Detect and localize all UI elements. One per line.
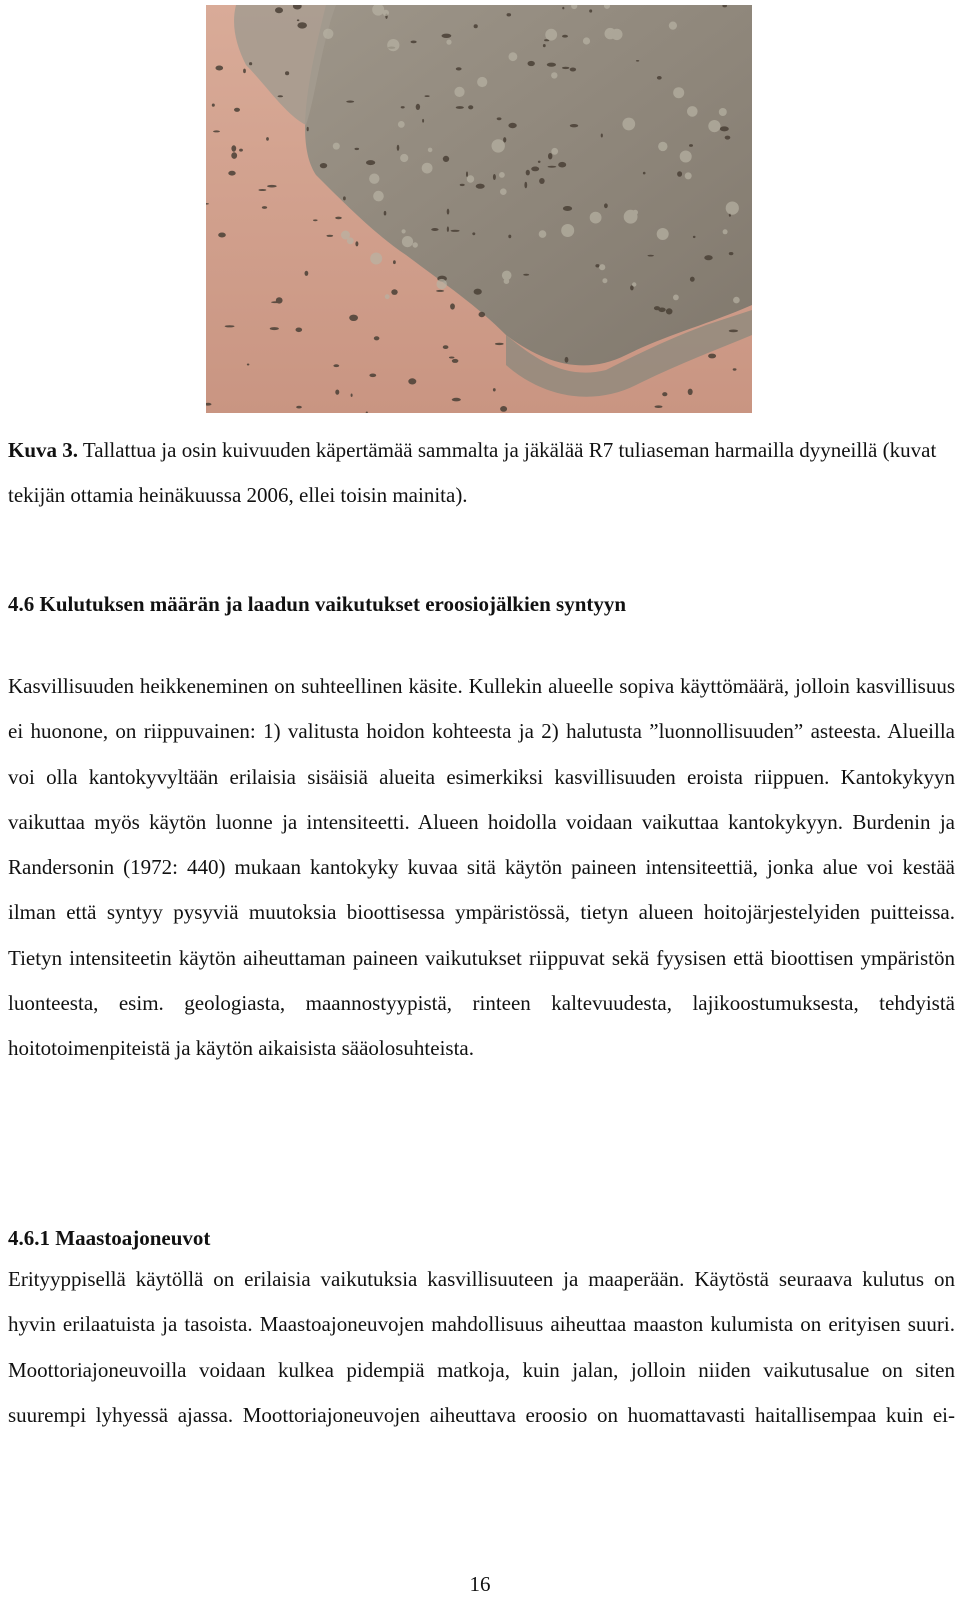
debris-speck bbox=[729, 330, 738, 333]
lichen-tuft bbox=[687, 106, 698, 117]
debris-speck bbox=[442, 34, 452, 38]
debris-speck bbox=[333, 364, 339, 367]
debris-speck bbox=[704, 255, 712, 260]
debris-speck bbox=[495, 343, 504, 345]
debris-speck bbox=[449, 357, 455, 359]
debris-speck bbox=[472, 232, 475, 235]
lichen-tuft bbox=[383, 10, 389, 16]
lichen-tuft bbox=[673, 87, 684, 98]
debris-speck bbox=[343, 196, 346, 200]
lichen-tuft bbox=[422, 163, 433, 174]
debris-speck bbox=[397, 145, 400, 151]
debris-speck bbox=[231, 152, 237, 159]
debris-speck bbox=[468, 105, 473, 109]
debris-speck bbox=[733, 368, 737, 370]
lichen-tuft bbox=[504, 278, 510, 284]
lichen-tuft bbox=[658, 142, 667, 151]
debris-speck bbox=[384, 211, 387, 216]
debris-speck bbox=[528, 61, 535, 66]
lichen-tuft bbox=[633, 210, 638, 215]
lichen-tuft bbox=[477, 77, 487, 87]
debris-speck bbox=[307, 127, 309, 132]
debris-speck bbox=[474, 289, 482, 295]
lichen-tuft bbox=[492, 139, 505, 152]
debris-speck bbox=[346, 101, 354, 103]
figure-caption bbox=[8, 428, 948, 518]
debris-speck bbox=[500, 406, 507, 412]
debris-speck bbox=[447, 226, 449, 232]
debris-speck bbox=[708, 354, 716, 359]
debris-speck bbox=[526, 170, 530, 176]
debris-speck bbox=[503, 137, 506, 142]
lichen-tuft bbox=[467, 175, 474, 182]
debris-speck bbox=[411, 41, 417, 44]
lichen-tuft bbox=[657, 228, 669, 240]
debris-speck bbox=[213, 130, 220, 132]
lichen-tuft bbox=[583, 37, 590, 44]
debris-speck bbox=[297, 22, 307, 28]
debris-speck bbox=[508, 235, 511, 239]
debris-speck bbox=[563, 206, 572, 211]
page-number: 16 bbox=[469, 1572, 491, 1596]
lichen-tuft bbox=[599, 264, 605, 270]
debris-speck bbox=[228, 171, 235, 176]
lichen-tuft bbox=[341, 231, 350, 240]
debris-speck bbox=[258, 189, 266, 191]
debris-speck bbox=[589, 9, 592, 12]
lichen-tuft bbox=[428, 148, 433, 153]
lichen-tuft bbox=[551, 148, 558, 155]
debris-speck bbox=[565, 357, 569, 363]
debris-speck bbox=[688, 389, 693, 395]
debris-speck bbox=[243, 69, 246, 74]
debris-speck bbox=[562, 7, 564, 10]
debris-speck bbox=[447, 209, 450, 215]
debris-speck bbox=[416, 104, 420, 110]
lichen-tuft bbox=[400, 154, 408, 162]
lichen-tuft bbox=[402, 236, 413, 247]
lichen-tuft bbox=[726, 202, 739, 215]
debris-speck bbox=[296, 328, 303, 333]
lichen-tuft bbox=[333, 143, 340, 150]
debris-speck bbox=[658, 308, 665, 313]
lichen-tuft bbox=[723, 229, 728, 234]
debris-speck bbox=[297, 19, 300, 21]
debris-speck bbox=[548, 153, 552, 159]
debris-speck bbox=[570, 68, 576, 72]
lichen-tuft bbox=[500, 188, 507, 195]
lichen-tuft bbox=[446, 40, 451, 45]
caption-text: Tallattua ja osin kuivuuden käpertämää sammalta ja jäkälää R7 tuliaseman harmailla dyyneillä (kuvat tekijän ottamia heinäkuussa 2006, ellei toisin mainita). bbox=[8, 438, 937, 507]
debris-speck bbox=[408, 378, 416, 384]
debris-speck bbox=[278, 95, 284, 97]
debris-speck bbox=[262, 206, 267, 209]
debris-speck bbox=[531, 167, 539, 172]
lichen-tuft bbox=[323, 29, 333, 39]
debris-speck bbox=[270, 327, 279, 330]
lichen-tuft bbox=[680, 151, 692, 163]
debris-speck bbox=[443, 156, 449, 162]
lichen-tuft bbox=[545, 29, 557, 41]
debris-speck bbox=[326, 235, 333, 237]
debris-speck bbox=[431, 228, 438, 231]
debris-speck bbox=[443, 345, 449, 349]
debris-speck bbox=[655, 405, 663, 408]
debris-speck bbox=[538, 161, 541, 163]
lichen-tuft bbox=[669, 22, 677, 30]
debris-speck bbox=[543, 44, 546, 47]
debris-speck bbox=[666, 308, 673, 314]
debris-speck bbox=[436, 290, 444, 292]
debris-speck bbox=[218, 233, 226, 238]
debris-speck bbox=[524, 182, 527, 189]
lichen-tuft bbox=[369, 174, 379, 184]
lichen-tuft bbox=[454, 87, 464, 97]
debris-speck bbox=[275, 7, 283, 13]
lichen-tuft bbox=[385, 294, 390, 299]
debris-speck bbox=[720, 126, 729, 131]
debris-speck bbox=[391, 289, 397, 295]
subsection-heading: 4.6.1 Maastoajoneuvot bbox=[8, 1226, 211, 1250]
debris-speck bbox=[451, 230, 460, 232]
lichen-tuft bbox=[499, 172, 505, 178]
debris-speck bbox=[212, 104, 215, 107]
lichen-tuft bbox=[622, 118, 635, 131]
photo-sandy-ground-icon bbox=[206, 5, 752, 413]
debris-speck bbox=[452, 398, 461, 402]
debris-speck bbox=[493, 174, 496, 180]
debris-speck bbox=[558, 162, 566, 168]
lichen-tuft bbox=[398, 121, 405, 128]
debris-speck bbox=[276, 297, 283, 303]
section-heading: 4.6 Kulutuksen määrän ja laadun vaikutukset eroosiojälkien syntyyn bbox=[8, 592, 627, 616]
debris-speck bbox=[456, 67, 462, 70]
debris-speck bbox=[320, 163, 327, 168]
debris-speck bbox=[479, 312, 486, 317]
debris-speck bbox=[425, 95, 430, 97]
debris-speck bbox=[422, 119, 424, 123]
debris-speck bbox=[729, 252, 734, 255]
debris-speck bbox=[401, 106, 405, 108]
debris-speck bbox=[689, 144, 693, 147]
debris-speck bbox=[507, 13, 512, 16]
lichen-tuft bbox=[561, 224, 574, 237]
debris-speck bbox=[313, 219, 318, 221]
debris-speck bbox=[393, 260, 396, 264]
debris-speck bbox=[539, 178, 545, 184]
lichen-tuft bbox=[685, 172, 692, 179]
debris-speck bbox=[216, 66, 224, 71]
lichen-tuft bbox=[602, 278, 607, 283]
debris-speck bbox=[604, 203, 608, 208]
debris-speck bbox=[570, 124, 578, 127]
debris-speck bbox=[355, 241, 358, 246]
debris-speck bbox=[460, 184, 465, 186]
subsection-paragraph: Erityyppisellä käytöllä on erilaisia vaikutuksia kasvillisuuteen ja maaperään. Käytöstä seuraava kulutus on hyvin erilaatuista ja tasoista. Maastoajoneuvojen mahdollisuus aiheuttaa maaston kulumista on erityisen suuri. Moottoriajoneuvoilla voidaan kulkea pidempiä matkoja, kuin jalan, jolloin niiden vaikutusalue on siten suurempi lyhyessä ajassa. Moottoriajoneuvojen aiheuttava eroosio on huomattavasti haitallisempaa kuin ei- bbox=[8, 1267, 955, 1427]
debris-speck bbox=[636, 60, 639, 62]
lichen-tuft bbox=[373, 191, 384, 202]
debris-speck bbox=[493, 388, 496, 391]
figure-photo bbox=[206, 5, 752, 413]
debris-speck bbox=[562, 35, 568, 38]
lichen-tuft bbox=[388, 44, 395, 51]
lichen-tuft bbox=[673, 295, 679, 301]
debris-speck bbox=[239, 149, 243, 152]
debris-speck bbox=[548, 166, 557, 168]
debris-speck bbox=[267, 185, 277, 188]
debris-speck bbox=[285, 71, 289, 75]
debris-speck bbox=[456, 106, 464, 109]
debris-speck bbox=[335, 217, 342, 220]
debris-speck bbox=[497, 117, 502, 120]
debris-speck bbox=[374, 336, 380, 340]
debris-speck bbox=[474, 24, 478, 28]
debris-speck bbox=[247, 364, 250, 366]
debris-speck bbox=[466, 172, 468, 177]
debris-speck bbox=[369, 374, 376, 378]
lichen-tuft bbox=[590, 212, 602, 224]
debris-speck bbox=[693, 236, 696, 238]
lichen-tuft bbox=[437, 279, 447, 289]
debris-speck bbox=[234, 108, 240, 112]
debris-speck bbox=[677, 171, 682, 177]
debris-speck bbox=[595, 264, 599, 267]
debris-speck bbox=[366, 160, 375, 165]
debris-speck bbox=[349, 315, 358, 321]
debris-speck bbox=[725, 136, 731, 140]
debris-speck bbox=[643, 172, 646, 175]
debris-speck bbox=[547, 63, 556, 67]
debris-speck bbox=[305, 271, 309, 276]
lichen-tuft bbox=[733, 297, 740, 304]
lichen-tuft bbox=[413, 242, 418, 247]
debris-speck bbox=[355, 148, 360, 150]
debris-speck bbox=[231, 145, 236, 151]
debris-speck bbox=[225, 325, 235, 327]
debris-speck bbox=[601, 134, 603, 138]
lichen-tuft bbox=[719, 108, 727, 116]
lichen-tuft bbox=[539, 230, 547, 238]
debris-speck bbox=[296, 406, 302, 409]
debris-speck bbox=[562, 67, 569, 69]
debris-speck bbox=[452, 359, 459, 363]
debris-speck bbox=[662, 392, 667, 396]
debris-speck bbox=[523, 274, 529, 276]
lichen-tuft bbox=[402, 229, 406, 233]
lichen-tuft bbox=[551, 72, 557, 78]
lichen-tuft bbox=[509, 52, 518, 61]
debris-speck bbox=[351, 394, 353, 397]
debris-speck bbox=[476, 184, 485, 189]
lichen-tuft bbox=[611, 29, 622, 40]
lichen-tuft bbox=[632, 282, 636, 286]
lichen-tuft bbox=[370, 253, 382, 265]
section-paragraph: Kasvillisuuden heikkeneminen on suhteellinen käsite. Kullekin alueelle sopiva käyttömäärä, jolloin kasvillisuus ei huonone, on riippuvainen: 1) valitusta hoidon kohteesta ja 2) halutusta ”luonnollisuuden” asteesta. Alueilla voi olla kantokyvyltään erilaisia sisäisiä alueita esimerkiksi kasvillisuuden eroista riippuen. Kantokykyyn vaikuttaa myös käytön luonne ja intensiteetti. Alueen hoidolla voidaan vaikuttaa kantokykyyn. Burdenin ja Randersonin (1972: 440) mukaan kantokyky kuvaa sitä käytön paineen intensiteettiä, jonka alue voi kestää ilman että syntyy pysyviä muutoksia bioottisessa ympäristössä, tietyn alueen hoitojärjestelyiden puitteissa. Tietyn intensiteetin käytön aiheuttaman paineen vaikutukset riippuvat sekä fyysisen että bioottisen ympäristön luonteesta, esim. geologiasta, maannostyypistä, rinteen kaltevuudesta, lajikoostumuksesta, tehdyistä hoitotoimenpiteistä ja käytön aikaisista sääolosuhteista. bbox=[8, 674, 955, 1061]
debris-speck bbox=[657, 76, 662, 80]
debris-speck bbox=[508, 123, 516, 128]
debris-speck bbox=[335, 390, 339, 395]
caption-label: Kuva 3. bbox=[8, 438, 79, 462]
debris-speck bbox=[266, 137, 269, 141]
debris-speck bbox=[648, 255, 654, 257]
debris-speck bbox=[450, 303, 455, 309]
debris-speck bbox=[690, 277, 695, 282]
debris-speck bbox=[249, 62, 252, 65]
lichen-tuft bbox=[708, 120, 720, 132]
